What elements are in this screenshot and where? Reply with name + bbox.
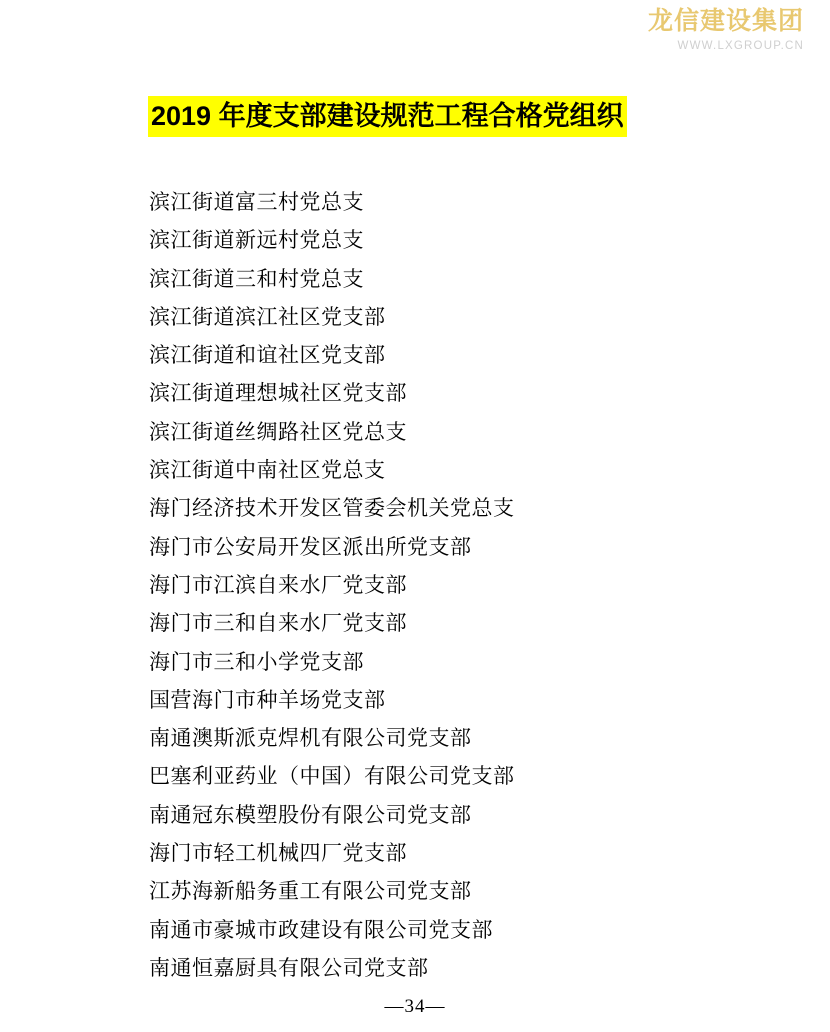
company-logo-text: 龙信建设集团	[647, 7, 804, 35]
list-item: 滨江街道富三村党总支	[149, 190, 364, 214]
list-item: 海门市三和小学党支部	[149, 649, 364, 674]
list-item: 滨江街道滨江社区党支部	[149, 304, 386, 329]
list-item: 滨江街道理想城社区党支部	[149, 381, 407, 406]
list-item: 国营海门市种羊场党支部	[149, 687, 386, 712]
list-item: 巴塞利亚药业（中国）有限公司党支部	[149, 764, 515, 789]
list-item: 南通冠东模塑股份有限公司党支部	[149, 802, 472, 827]
list-item: 海门市江滨自来水厂党支部	[149, 572, 407, 597]
organization-list	[149, 183, 769, 987]
page-title: 2019 年度支部建设规范工程合格党组织	[148, 96, 627, 137]
page-number: —34—	[384, 996, 446, 1017]
list-item: 滨江街道和谊社区党支部	[149, 343, 386, 368]
list-item: 南通恒嘉厨具有限公司党支部	[149, 955, 429, 980]
list-item: 海门市公安局开发区派出所党支部	[149, 534, 472, 559]
page-title-wrapper	[148, 96, 627, 137]
list-item: 南通市豪城市政建设有限公司党支部	[149, 917, 493, 942]
company-watermark	[648, 8, 804, 52]
list-item: 海门经济技术开发区管委会机关党总支	[149, 496, 515, 521]
list-item: 海门市轻工机械四厂党支部	[149, 841, 407, 866]
list-item: 南通澳斯派克焊机有限公司党支部	[149, 726, 472, 751]
company-website-text: WWW.LXGROUP.CN	[677, 39, 804, 52]
list-item: 滨江街道新远村党总支	[149, 228, 364, 253]
list-item: 海门市三和自来水厂党支部	[149, 611, 407, 636]
list-item: 江苏海新船务重工有限公司党支部	[149, 879, 472, 904]
list-item: 滨江街道三和村党总支	[149, 266, 364, 291]
list-item: 滨江街道中南社区党总支	[149, 458, 386, 483]
list-item: 滨江街道丝绸路社区党总支	[149, 419, 407, 444]
